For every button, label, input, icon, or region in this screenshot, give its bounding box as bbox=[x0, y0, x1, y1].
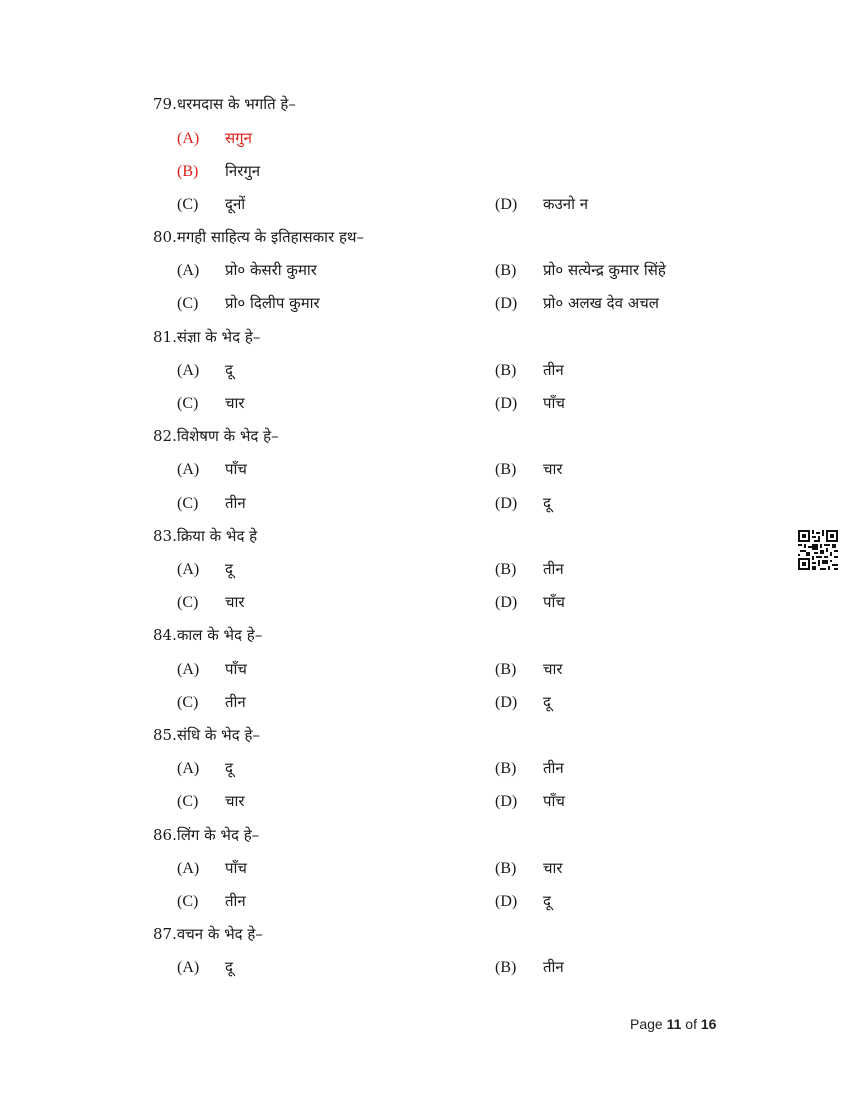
option-86-c: (C) तीन bbox=[177, 892, 246, 910]
option-82-b: (B) चार bbox=[495, 460, 563, 478]
option-84-b: (B) चार bbox=[495, 660, 563, 678]
question-83: 83.क्रिया के भेद हे bbox=[153, 527, 258, 545]
question-80: 80.मगही साहित्य के इतिहासकार हथ– bbox=[153, 228, 365, 246]
option-87-b: (B) तीन bbox=[495, 958, 564, 976]
option-85-c: (C) चार bbox=[177, 792, 245, 810]
option-79-a: (A) सगुन bbox=[177, 129, 252, 147]
total-pages: 16 bbox=[700, 1016, 717, 1032]
option-82-d: (D) दू bbox=[495, 494, 551, 512]
question-86: 86.लिंग के भेद हे– bbox=[153, 826, 260, 844]
option-86-b: (B) चार bbox=[495, 859, 563, 877]
option-86-d: (D) दू bbox=[495, 892, 551, 910]
of-word: of bbox=[685, 1016, 697, 1032]
option-84-c: (C) तीन bbox=[177, 693, 246, 711]
option-79-b: (B) निरगुन bbox=[177, 162, 261, 180]
qr-code-icon bbox=[798, 530, 838, 570]
option-85-d: (D) पाँच bbox=[495, 792, 565, 810]
option-81-a: (A) दू bbox=[177, 361, 233, 379]
page-number bbox=[630, 1016, 716, 1032]
option-79-d: (D) कउनो न bbox=[495, 195, 589, 213]
page-word: Page bbox=[630, 1016, 663, 1032]
option-83-a: (A) दू bbox=[177, 560, 233, 578]
option-84-d: (D) दू bbox=[495, 693, 551, 711]
question-81: 81.संज्ञा के भेद हे– bbox=[153, 328, 261, 346]
question-87: 87.वचन के भेद हे– bbox=[153, 925, 263, 943]
question-79: 79.धरमदास के भगति हे– bbox=[153, 95, 296, 113]
option-87-a: (A) दू bbox=[177, 958, 233, 976]
current-page: 11 bbox=[666, 1016, 682, 1032]
option-83-d: (D) पाँच bbox=[495, 593, 565, 611]
option-80-c: (C) प्रो० दिलीप कुमार bbox=[177, 294, 320, 312]
option-82-a: (A) पाँच bbox=[177, 460, 247, 478]
question-82: 82.विशेषण के भेद हे– bbox=[153, 427, 279, 445]
question-84: 84.काल के भेद हे– bbox=[153, 626, 263, 644]
option-85-b: (B) तीन bbox=[495, 759, 564, 777]
option-83-c: (C) चार bbox=[177, 593, 245, 611]
option-79-c: (C) दूनों bbox=[177, 195, 246, 213]
option-81-c: (C) चार bbox=[177, 394, 245, 412]
option-85-a: (A) दू bbox=[177, 759, 233, 777]
option-83-b: (B) तीन bbox=[495, 560, 564, 578]
option-82-c: (C) तीन bbox=[177, 494, 246, 512]
option-86-a: (A) पाँच bbox=[177, 859, 247, 877]
option-80-d: (D) प्रो० अलख देव अचल bbox=[495, 294, 659, 312]
option-80-b: (B) प्रो० सत्येन्द्र कुमार सिंहे bbox=[495, 261, 666, 279]
option-80-a: (A) प्रो० केसरी कुमार bbox=[177, 261, 317, 279]
option-81-b: (B) तीन bbox=[495, 361, 564, 379]
option-81-d: (D) पाँच bbox=[495, 394, 565, 412]
question-85: 85.संधि के भेद हे– bbox=[153, 726, 260, 744]
option-84-a: (A) पाँच bbox=[177, 660, 247, 678]
